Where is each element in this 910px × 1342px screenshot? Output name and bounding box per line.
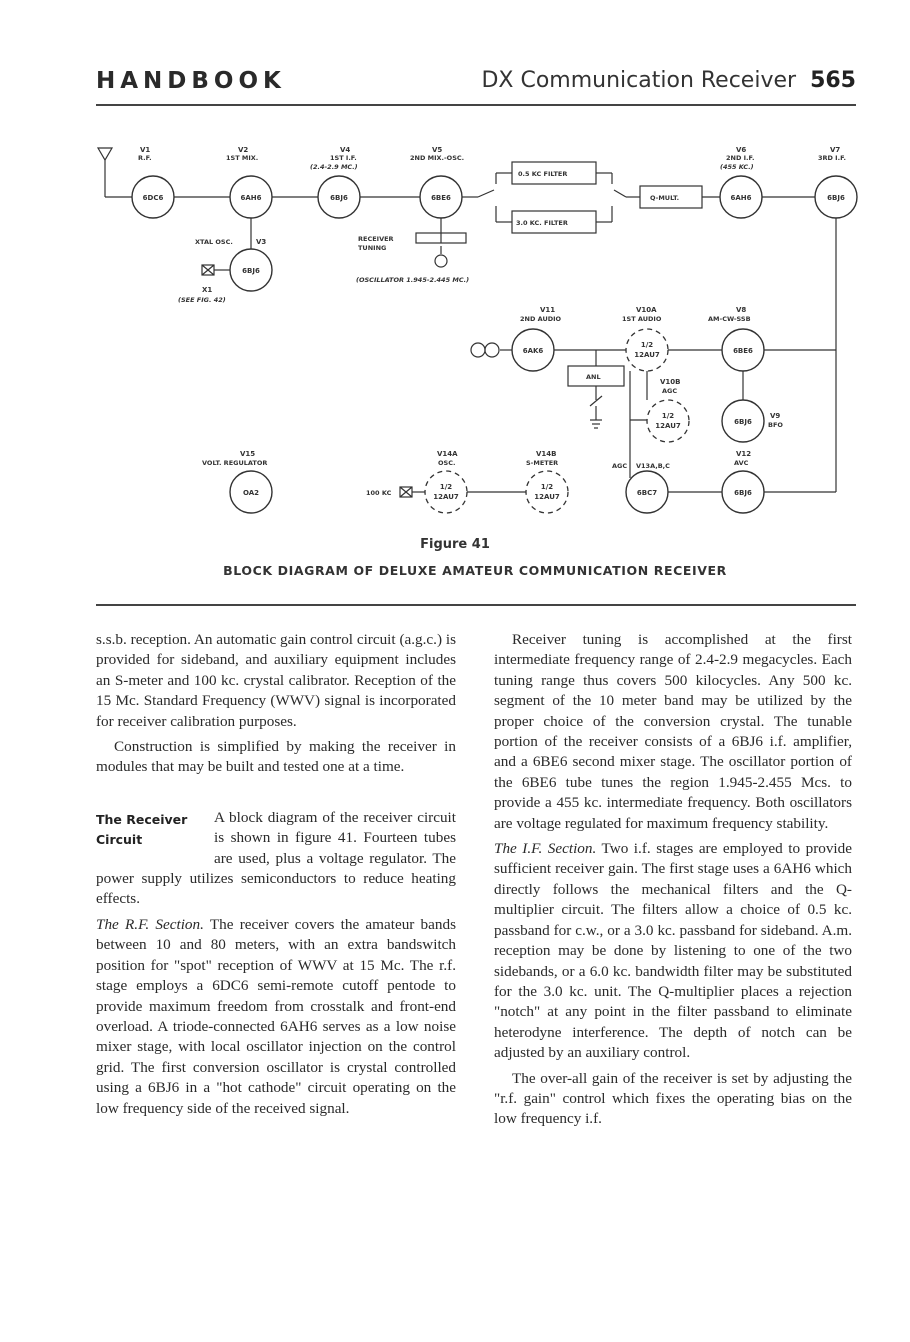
right-paragraph-1: Receiver tuning is accomplished at the first intermediate frequency range of 2.4-2.9 megacycles. Each tuning range thus covers 500 kilocycles. Any 500 kc. segment of the 10 meter band may be utilized by the proper choice of the conversion crystal. The tunable portion of the receiver consists of a 6BJ6 i.f. amplifier, and a 6BE6 second mixer stage. The oscillator portion of the 6BE6 tube tunes the region 1.945-2.455 Mcs. to provide a 455 kc. intermediate frequency. Both oscillators are voltage regulated for maximum frequency stability.: [494, 631, 852, 832]
tube-v14b-1: 1/2: [540, 483, 554, 491]
label-v1: V1: [140, 146, 151, 154]
label-v11: V11: [540, 306, 556, 314]
left-paragraph-2: Construction is simplified by making the receiver in modules that may be built and tested one at a time.: [96, 738, 456, 776]
rf-section-lead: The R.F. Section.: [96, 915, 204, 933]
label-v6: V6: [736, 146, 747, 154]
label-see-fig: (SEE FIG. 42): [178, 296, 226, 304]
label-v13: V13A,B,C: [636, 462, 670, 470]
label-v14a-func: OSC.: [438, 459, 456, 467]
label-v14a: V14A: [437, 450, 458, 458]
right-column: [494, 630, 852, 1130]
tube-v10a-1: 1/2: [640, 341, 654, 349]
tube-v1: 6DC6: [142, 194, 164, 202]
label-v2-func: 1ST MIX.: [226, 154, 259, 162]
label-v12-func: AVC: [734, 459, 749, 467]
label-v15-func: VOLT. REGULATOR: [202, 459, 268, 467]
left-paragraph-3: A block diagram of the receiver circuit is shown in figure 41. Fourteen tubes are used, plus a voltage regulator. The power supply utilizes semiconductors to reduce heating effects.: [96, 808, 456, 908]
tube-v8: 6BE6: [733, 347, 753, 355]
label-100kc: 100 KC: [366, 489, 392, 497]
chapter-name: DX Communication Receiver: [481, 68, 797, 93]
anl-box: ANL: [586, 373, 601, 381]
label-v9: V9: [770, 412, 781, 420]
handbook-title: HANDBOOK: [96, 68, 286, 94]
label-v14b: V14B: [536, 450, 557, 458]
label-v7-func: 3RD I.F.: [818, 154, 847, 162]
tube-v6: 6AH6: [730, 194, 752, 202]
label-v6-range: (455 KC.): [720, 163, 754, 171]
label-v6-func: 2ND I.F.: [726, 154, 755, 162]
tube-v13: 6BC7: [636, 489, 658, 497]
header-rule: [96, 104, 856, 106]
label-v5-func: 2ND MIX.-OSC.: [410, 154, 465, 162]
tube-v2: 6AH6: [240, 194, 262, 202]
tube-v10b-2: 12AU7: [655, 422, 681, 430]
left-column: [96, 630, 456, 1119]
label-receiver: RECEIVER: [358, 235, 394, 243]
chapter-title: [481, 68, 856, 93]
label-tuning: TUNING: [358, 244, 387, 252]
if-section-body: Two i.f. stages are employed to provide sufficient receiver gain. The first stage uses a 6AH6 which directly follows the mechanical filters and the Q-multiplier circuit. The filters allow a choice of 0.5 kc. passband for c.w., or a 3.0 kc. passband for sideband. A.m. reception may be done by listening to one of the two sidebands, or a 6.0 kc. bandwidth filter may be substituted for the 3.0 kc. unit. The Q-multiplier places a rejection "notch" at any point in the filter passband to eliminate heterodyne interference. The depth of notch can be adjusted by an auxiliary control.: [494, 840, 852, 1062]
tube-v12: 6BJ6: [734, 489, 752, 497]
left-paragraph-1: s.s.b. reception. An automatic gain control circuit (a.g.c.) is provided for sideband, and auxiliary equipment includes an S-meter and 100 kc. crystal calibrator. Reception of the 15 Mc. Standard Frequency (WWV) signal is incorporated for receiver calibration purposes.: [96, 631, 456, 730]
label-agc: AGC: [612, 462, 628, 470]
label-v10a: V10A: [636, 306, 657, 314]
label-v1-func: R.F.: [138, 154, 152, 162]
tube-v4: 6BJ6: [330, 194, 348, 202]
left-paragraph-4: [96, 915, 456, 1119]
if-section-lead: The I.F. Section.: [494, 840, 597, 858]
tube-v14a-2: 12AU7: [433, 493, 459, 501]
label-v10b: V10B: [660, 378, 681, 386]
label-v4-func: 1ST I.F.: [330, 154, 357, 162]
section-rule: [96, 604, 856, 606]
label-v8: V8: [736, 306, 747, 314]
tube-v14b-2: 12AU7: [534, 493, 560, 501]
label-v14b-func: S-METER: [526, 459, 559, 467]
tube-v14a-1: 1/2: [439, 483, 453, 491]
label-v4: V4: [340, 146, 351, 154]
label-v10a-func: 1ST AUDIO: [622, 315, 662, 323]
page-header: [96, 60, 856, 108]
label-v7: V7: [830, 146, 841, 154]
label-v8-func: AM-CW-SSB: [708, 315, 751, 323]
tube-v3: 6BJ6: [242, 267, 260, 275]
right-paragraph-2: [494, 839, 852, 1063]
label-v10b-func: AGC: [662, 387, 678, 395]
label-v4-range: (2.4-2.9 MC.): [310, 163, 358, 171]
section-heading-receiver-circuit: The Receiver Circuit: [96, 811, 188, 848]
label-v5: V5: [432, 146, 443, 154]
tube-v10a-2: 12AU7: [634, 351, 660, 359]
block-diagram: [0, 110, 910, 530]
tube-v7: 6BJ6: [827, 194, 845, 202]
tube-v11: 6AK6: [522, 347, 544, 355]
figure-label: Figure 41: [420, 537, 490, 552]
tube-v9: 6BJ6: [734, 418, 752, 426]
tube-v15: OA2: [242, 489, 260, 497]
right-paragraph-3: The over-all gain of the receiver is set by adjusting the "r.f. gain" control which fixes the operating bias on the low frequency i.f.: [494, 1069, 852, 1128]
figure-caption: BLOCK DIAGRAM OF DELUXE AMATEUR COMMUNICATION RECEIVER: [223, 563, 727, 578]
rf-section-body: The receiver covers the amateur bands between 10 and 80 meters, with an extra bandswitch position for "spot" reception of WWV at 15 Mc. The r.f. stage employs a 6DC6 semi-remote cutoff pentode to provide maximum freedom from crosstalk and front-end overload. A triode-connected 6AH6 serves as a low noise mixer stage, with local oscillator injection on the control grid. The first conversion oscillator is crystal controlled using a 6BJ6 in a "hot cathode" circuit operating on the low frequency side of the received signal.: [96, 915, 456, 1117]
q-multiplier: Q-MULT.: [650, 194, 680, 202]
label-xtal-osc: XTAL OSC.: [195, 238, 233, 246]
label-v11-func: 2ND AUDIO: [520, 315, 562, 323]
label-v15: V15: [240, 450, 256, 458]
label-v3: V3: [256, 238, 267, 246]
label-v9-func: BFO: [768, 421, 783, 429]
label-v12: V12: [736, 450, 752, 458]
filter-30: 3.0 KC. FILTER: [516, 219, 568, 227]
tube-v5: 6BE6: [431, 194, 451, 202]
page-number: 565: [810, 68, 856, 93]
label-x1: X1: [202, 286, 213, 294]
tube-v10b-1: 1/2: [661, 412, 675, 420]
label-oscillator: (OSCILLATOR 1.945-2.445 MC.): [356, 276, 470, 284]
filter-05: 0.5 KC FILTER: [518, 170, 568, 178]
label-v2: V2: [238, 146, 249, 154]
